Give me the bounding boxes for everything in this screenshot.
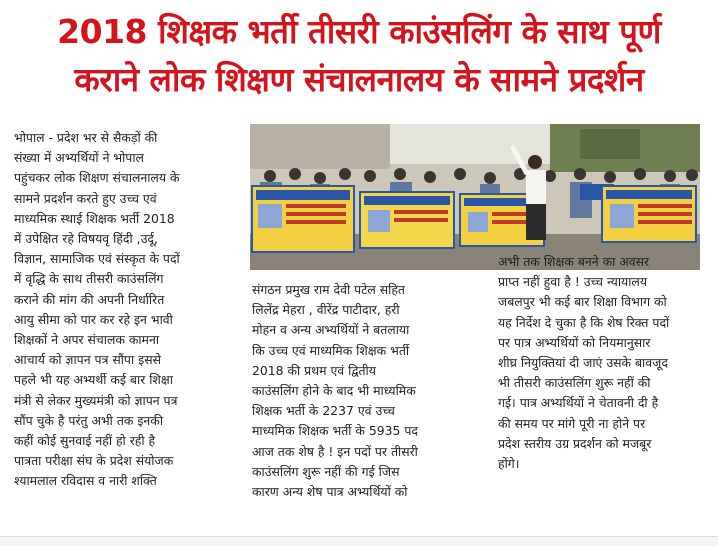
col2-line: माध्यमिक शिक्षक भर्ती के 5935 पद [252, 423, 418, 439]
col2-line: काउंसलिंग शुरू नहीं की गई जिस [252, 463, 400, 479]
col1-line: पात्रता परीक्षा संघ के प्रदेश संयोजक [14, 453, 174, 469]
col2-line: मोहन व अन्य अभ्यर्थियों ने बतलाया [252, 322, 410, 338]
col2-line: शिक्षक भर्ती के 2237 एवं उच्च [252, 403, 395, 419]
col1-line: में वृद्धि के साथ तीसरी काउंसलिंग [14, 271, 164, 287]
col3-line: प्राप्त नहीं हुवा है ! उच्च न्यायालय [498, 274, 648, 290]
col2-line: कारण अन्य शेष पात्र अभ्यर्थियों को [252, 484, 408, 500]
col2-line: कि उच्च एवं माध्यमिक शिक्षक भर्ती [252, 342, 410, 358]
col3-line: गई। पात्र अभ्यर्थियों ने चेतावनी दी है [498, 395, 659, 411]
col1-line: श्यामलाल रविदास व नारी शक्ति [14, 473, 157, 489]
col2-line: संगठन प्रमुख राम देवी पटेल सहित [252, 282, 405, 297]
headline-line-1: 2018 शिक्षक भर्ती तीसरी काउंसलिंग के साथ पूर्ण [57, 12, 661, 51]
col3-line: शीघ्र नियुक्तियां दी जाएं उसके बावजूद [498, 355, 668, 371]
col3-line: की समय पर मांगे पूरी ना होने पर [498, 415, 646, 431]
col1-line: आयु सीमा को पार कर रहे इन भावी [14, 311, 173, 327]
col1-line: पहुंचकर लोक शिक्षण संचालनालय के [14, 170, 180, 186]
col1-line: शिक्षकों ने अपर संचालक कामना [14, 332, 160, 348]
col3-line: प्रदेश स्तरीय उग्र प्रदर्शन को मजबूर [498, 435, 652, 451]
headline [0, 8, 718, 104]
col1-line: मंत्री से लेकर मुख्यमंत्री को ज्ञापन पत्र [14, 392, 178, 408]
col3-line: होंगे। [498, 456, 520, 472]
col2-line: लिलेंद्र मेहरा , वीरेंद्र पाटीदार, हरी [252, 302, 400, 318]
col1-line: भोपाल - प्रदेश भर से सैकड़ों की [14, 130, 158, 145]
article-column-1 [14, 128, 236, 492]
col1-line: पहले भी यह अभ्यर्थी कई बार शिक्षा [14, 372, 173, 388]
col2-line: काउंसलिंग होने के बाद भी माध्यमिक [252, 383, 416, 399]
col1-line: आचार्य को ज्ञापन पत्र सौंपा इससे [14, 352, 161, 368]
col3-line: जबलपुर भी कई बार शिक्षा विभाग को [498, 294, 667, 310]
col1-line: विज्ञान, सामाजिक एवं संस्कृत के पदों [14, 251, 180, 267]
article-column-2 [252, 280, 482, 502]
protest-photo [250, 124, 700, 270]
col1-line: संख्या में अभ्यर्थियों ने भोपाल [14, 150, 144, 166]
col3-line: अभी तक शिक्षक बनने का अवसर [498, 254, 650, 269]
col3-line: भी तीसरी काउंसलिंग शुरू नहीं की [498, 375, 651, 391]
col1-line: सौंप चुके है परंतु अभी तक इनकी [14, 412, 164, 428]
col3-line: पर पात्र अभ्यर्थियों को नियमानुसार [498, 334, 651, 350]
col2-line: आज तक शेष है ! इन पदों पर तीसरी [252, 443, 418, 459]
col1-line: कहीं कोई सुनवाई नहीं हो रही है [14, 433, 156, 449]
article-column-3 [498, 252, 708, 474]
col1-line: माध्यमिक स्थाई शिक्षक भर्ती 2018 [14, 210, 175, 226]
col1-line: कराने की मांग की अपनी निर्धारित [14, 291, 165, 307]
col2-line: 2018 की प्रथम एवं द्वितीय [252, 362, 376, 378]
headline-line-2: कराने लोक शिक्षण संचालनालय के सामने प्रदर्शन [74, 60, 644, 99]
col1-line: में उपेक्षित रहे विषयवृ हिंदी ,उर्दू, [14, 231, 158, 247]
col3-line: यह निर्देश दे चुका है कि शेष रिक्त पदों [498, 314, 670, 330]
col1-line: सामने प्रदर्शन करते हुए उच्च एवं [14, 190, 157, 206]
